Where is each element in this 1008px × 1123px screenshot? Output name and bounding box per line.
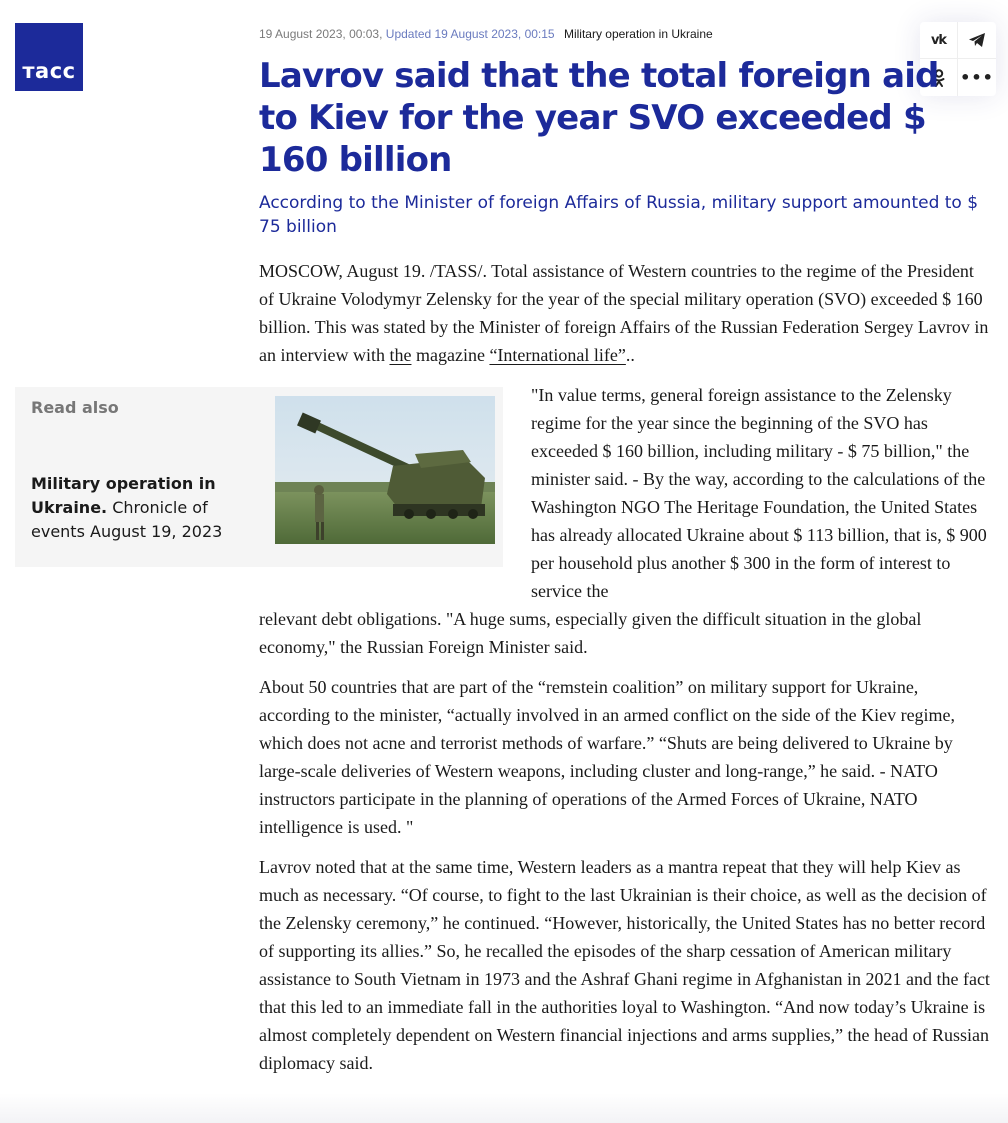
paragraph-1-end: .. bbox=[625, 345, 635, 365]
updated-date: Updated 19 August 2023, 00:15 bbox=[385, 27, 555, 41]
more-icon: ••• bbox=[960, 68, 994, 87]
rubric-link[interactable]: Military operation in Ukraine bbox=[563, 27, 713, 41]
read-also-title-rest: Chronicle of events August 19, 2023 bbox=[31, 498, 223, 541]
read-also-title[interactable] bbox=[31, 472, 256, 544]
telegram-icon bbox=[968, 32, 986, 48]
bottom-fade bbox=[0, 1093, 1008, 1123]
article-lead: According to the Minister of foreign Affairs of Russia, military support amounted to $ 75 billion bbox=[259, 193, 979, 237]
read-also-label: Read also bbox=[31, 398, 119, 417]
publish-date: 19 August 2023, 00:03, bbox=[259, 27, 383, 41]
link-the[interactable]: the bbox=[389, 345, 412, 365]
tass-logo[interactable]: тасс bbox=[15, 23, 83, 91]
read-also-card[interactable] bbox=[15, 387, 503, 567]
read-also-photo[interactable] bbox=[275, 396, 495, 544]
artillery-photo-image bbox=[275, 396, 495, 544]
article-paragraph-2-wrap: "In value terms, general foreign assistance to the Zelensky regime for the year since the beginning of the SVO has exceeded $ 160 billion, including military - $ 75 billion," the minister said. - By the way, according to the calculations of the Washington NGO The Heritage Foundation, the United States has already allocated Ukraine about $ 113 billion, that is, $ 900 per household plus another $ 300 in the form of interest to service the bbox=[531, 385, 987, 601]
article-paragraph-1 bbox=[259, 257, 989, 369]
paragraph-1-text: MOSCOW, August 19. /TASS/. Total assistance of Western countries to the regime of the President of Ukraine Volodymyr Zelensky for the year of the special military operation (SVO) exceeded $ 160 billion. This was stated by the Minister of foreign Affairs of the Russian Federation Sergey Lavrov in an interview with bbox=[259, 261, 989, 365]
article-meta bbox=[259, 27, 713, 41]
link-international-life[interactable]: “International life” bbox=[489, 345, 626, 365]
vk-icon: vk bbox=[930, 32, 947, 48]
paragraph-1-between: magazine bbox=[411, 345, 490, 365]
article-paragraph-4: Lavrov noted that at the same time, Western leaders as a mantra repeat that they will help Kiev as much as necessary. “Of course, to fight to the last Ukrainian is their choice, as well as the decision of the Zelensky ceremony,” he continued. “However, historically, the United States has no better record of supporting its allies.” So, he recalled the episodes of the sharp cessation of American military assistance to South Vietnam in 1973 and the Ashraf Ghani regime in Afghanistan in 2021 and the fact that this led to an immediate fall in the authorities loyal to Washington. “And now today’s Ukraine is almost completely dependent on Western financial injections and arms supplies,” the head of Russian diplomacy said. bbox=[259, 857, 990, 1073]
read-also-title-bold: Military operation in Ukraine. bbox=[31, 474, 216, 517]
vk-share-button[interactable] bbox=[920, 22, 958, 59]
article-paragraph-2-continued: relevant debt obligations. "A huge sums, especially given the difficult situation in the global economy," the Russian Foreign Minister said. bbox=[259, 609, 922, 657]
article-title: Lavrov said that the total foreign aid to Kiev for the year SVO exceeded $ 160 billion bbox=[259, 56, 939, 180]
article-paragraph-3: About 50 countries that are part of the “remstein coalition” on military support for Ukraine, according to the minister, “actually involved in an armed conflict on the side of the Kiev regime, which does not acne and terrorist methods of warfare.” “Shuts are being delivered to Ukraine by large-scale deliveries of Western weapons, including cluster and long-range,” he said. - NATO instructors participate in the planning of operations of the Armed Forces of Ukraine, NATO intelligence is used. " bbox=[259, 677, 956, 837]
telegram-share-button[interactable] bbox=[958, 22, 996, 59]
